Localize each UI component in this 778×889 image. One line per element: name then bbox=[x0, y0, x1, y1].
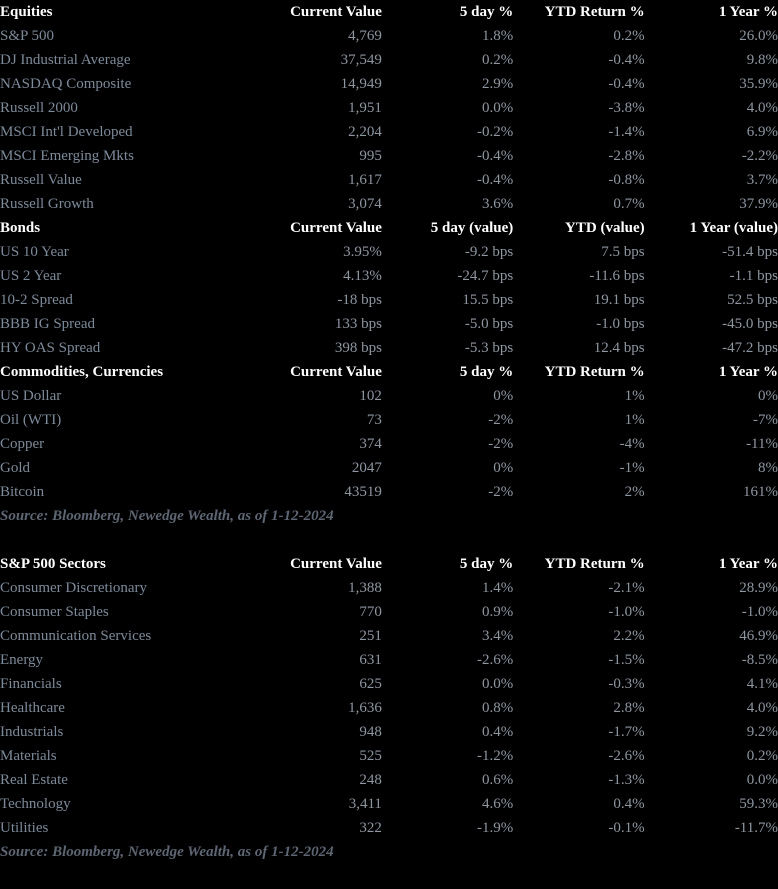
table-row bbox=[0, 312, 778, 336]
row-current-value: 248 bbox=[359, 772, 382, 788]
row-1year: 4.0% bbox=[746, 100, 778, 116]
row-label: DJ Industrial Average bbox=[0, 52, 131, 68]
row-current-value: 4.13% bbox=[343, 268, 382, 284]
source-note: Source: Bloomberg, Newedge Wealth, as of 1-12-2024 bbox=[0, 844, 334, 860]
row-label: Russell Value bbox=[0, 172, 82, 188]
row-ytd: 12.4 bps bbox=[593, 340, 645, 356]
row-label: Technology bbox=[0, 796, 71, 812]
row-ytd: -0.3% bbox=[608, 676, 645, 692]
row-current-value: 3,411 bbox=[348, 796, 382, 812]
row-label: HY OAS Spread bbox=[0, 340, 101, 356]
row-1year: -1.0% bbox=[741, 604, 778, 620]
row-label: BBB IG Spread bbox=[0, 316, 95, 332]
table-row bbox=[0, 768, 778, 792]
row-label: MSCI Int'l Developed bbox=[0, 124, 133, 140]
bonds-col-ytd: YTD (value) bbox=[565, 220, 645, 236]
row-current-value: 43519 bbox=[344, 484, 382, 500]
equities-col-ytd: YTD Return % bbox=[544, 4, 645, 20]
row-ytd: -1.0 bps bbox=[596, 316, 645, 332]
row-5day: 3.6% bbox=[482, 196, 514, 212]
row-current-value: 322 bbox=[359, 820, 382, 836]
row-5day: -5.3 bps bbox=[464, 340, 514, 356]
row-5day: 0% bbox=[493, 388, 514, 404]
row-1year: 0.2% bbox=[746, 748, 778, 764]
row-5day: 3.4% bbox=[482, 628, 514, 644]
row-5day: 0.0% bbox=[482, 100, 514, 116]
row-1year: 6.9% bbox=[746, 124, 778, 140]
row-ytd: -1% bbox=[619, 460, 645, 476]
row-current-value: -18 bps bbox=[337, 292, 382, 308]
row-1year: -11.7% bbox=[734, 820, 778, 836]
row-label: US Dollar bbox=[0, 388, 62, 404]
equities-col-5day: 5 day % bbox=[459, 4, 514, 20]
row-5day: 15.5 bps bbox=[462, 292, 514, 308]
equities-title: Equities bbox=[0, 4, 53, 20]
row-label: Industrials bbox=[0, 724, 64, 740]
row-1year: 0.0% bbox=[746, 772, 778, 788]
row-5day: -1.2% bbox=[477, 748, 514, 764]
row-current-value: 1,636 bbox=[348, 700, 382, 716]
row-current-value: 3.95% bbox=[343, 244, 382, 260]
table-row bbox=[0, 120, 778, 144]
row-1year: -8.5% bbox=[741, 652, 778, 668]
commodities-title: Commodities, Currencies bbox=[0, 364, 164, 380]
bonds-header-row bbox=[0, 216, 778, 240]
row-5day: 0.8% bbox=[482, 700, 514, 716]
row-5day: 2.9% bbox=[482, 76, 514, 92]
row-ytd: 0.2% bbox=[613, 28, 645, 44]
row-1year: 161% bbox=[743, 484, 778, 500]
row-current-value: 37,549 bbox=[340, 52, 382, 68]
row-1year: 59.3% bbox=[739, 796, 778, 812]
row-5day: -2% bbox=[488, 412, 514, 428]
row-label: NASDAQ Composite bbox=[0, 76, 132, 92]
table-row bbox=[0, 648, 778, 672]
row-current-value: 948 bbox=[359, 724, 382, 740]
table-row bbox=[0, 792, 778, 816]
equities-col-current-value: Current Value bbox=[290, 4, 382, 20]
sectors-title: S&P 500 Sectors bbox=[0, 556, 106, 572]
row-ytd: -0.4% bbox=[608, 52, 645, 68]
commodities-col-1year: 1 Year % bbox=[718, 364, 778, 380]
row-label: US 2 Year bbox=[0, 268, 62, 284]
row-ytd: 2% bbox=[624, 484, 645, 500]
row-current-value: 1,951 bbox=[348, 100, 382, 116]
row-label: Communication Services bbox=[0, 628, 152, 644]
row-1year: -45.0 bps bbox=[722, 316, 778, 332]
table-row bbox=[0, 456, 778, 480]
row-1year: -2.2% bbox=[741, 148, 778, 164]
table-row bbox=[0, 72, 778, 96]
row-label: S&P 500 bbox=[0, 28, 55, 44]
row-5day: 1.4% bbox=[482, 580, 514, 596]
table-row bbox=[0, 192, 778, 216]
row-1year: 28.9% bbox=[739, 580, 778, 596]
row-1year: 26.0% bbox=[739, 28, 778, 44]
bonds-col-current-value: Current Value bbox=[290, 220, 382, 236]
row-label: Energy bbox=[0, 652, 44, 668]
table-row bbox=[0, 240, 778, 264]
row-current-value: 1,617 bbox=[348, 172, 382, 188]
row-label: MSCI Emerging Mkts bbox=[0, 148, 134, 164]
sectors-col-current-value: Current Value bbox=[290, 556, 382, 572]
row-ytd: 0.4% bbox=[613, 796, 645, 812]
row-1year: 8% bbox=[758, 460, 778, 476]
row-label: Financials bbox=[0, 676, 62, 692]
row-current-value: 525 bbox=[359, 748, 382, 764]
row-5day: 0.0% bbox=[482, 676, 514, 692]
row-current-value: 14,949 bbox=[340, 76, 382, 92]
commodities-col-current-value: Current Value bbox=[290, 364, 382, 380]
row-5day: -0.2% bbox=[477, 124, 514, 140]
row-ytd: 0.7% bbox=[613, 196, 645, 212]
table-row bbox=[0, 720, 778, 744]
sectors-col-5day: 5 day % bbox=[459, 556, 514, 572]
section-gap bbox=[0, 528, 778, 552]
row-ytd: -11.6 bps bbox=[589, 268, 645, 284]
row-5day: -2% bbox=[488, 436, 514, 452]
table-row bbox=[0, 624, 778, 648]
row-current-value: 102 bbox=[359, 388, 382, 404]
row-label: US 10 Year bbox=[0, 244, 69, 260]
row-ytd: -1.4% bbox=[608, 124, 645, 140]
table-row bbox=[0, 384, 778, 408]
table-row bbox=[0, 432, 778, 456]
row-1year: 35.9% bbox=[739, 76, 778, 92]
row-ytd: 1% bbox=[624, 388, 645, 404]
table-row bbox=[0, 48, 778, 72]
row-label: Russell Growth bbox=[0, 196, 94, 212]
commodities-col-5day: 5 day % bbox=[459, 364, 514, 380]
row-5day: 4.6% bbox=[482, 796, 514, 812]
table-row bbox=[0, 600, 778, 624]
row-current-value: 398 bps bbox=[334, 340, 382, 356]
sectors-header-row bbox=[0, 552, 778, 576]
table-row bbox=[0, 744, 778, 768]
row-1year: 37.9% bbox=[739, 196, 778, 212]
row-current-value: 770 bbox=[359, 604, 382, 620]
table-row bbox=[0, 144, 778, 168]
row-ytd: -2.8% bbox=[608, 148, 645, 164]
row-5day: -24.7 bps bbox=[457, 268, 514, 284]
row-label: Bitcoin bbox=[0, 484, 45, 500]
row-ytd: -4% bbox=[619, 436, 645, 452]
table-row bbox=[0, 816, 778, 840]
row-current-value: 625 bbox=[359, 676, 382, 692]
row-5day: 0.2% bbox=[482, 52, 514, 68]
table-row bbox=[0, 168, 778, 192]
row-ytd: -1.7% bbox=[608, 724, 645, 740]
row-1year: 46.9% bbox=[739, 628, 778, 644]
row-5day: -1.9% bbox=[477, 820, 514, 836]
table-row bbox=[0, 24, 778, 48]
bonds-col-1year: 1 Year (value) bbox=[689, 220, 778, 236]
row-1year: 9.8% bbox=[746, 52, 778, 68]
row-5day: 0.4% bbox=[482, 724, 514, 740]
bonds-col-5day: 5 day (value) bbox=[430, 220, 514, 236]
table-row bbox=[0, 288, 778, 312]
commodities-source-row bbox=[0, 504, 778, 528]
commodities-col-ytd: YTD Return % bbox=[544, 364, 645, 380]
sectors-source-row bbox=[0, 840, 778, 864]
row-current-value: 2047 bbox=[351, 460, 382, 476]
row-1year: 4.1% bbox=[746, 676, 778, 692]
row-current-value: 374 bbox=[359, 436, 382, 452]
row-5day: 0.9% bbox=[482, 604, 514, 620]
row-1year: 3.7% bbox=[746, 172, 778, 188]
row-label: Gold bbox=[0, 460, 30, 476]
row-1year: 0% bbox=[758, 388, 778, 404]
sectors-col-1year: 1 Year % bbox=[718, 556, 778, 572]
row-1year: -11% bbox=[746, 436, 778, 452]
row-current-value: 3,074 bbox=[348, 196, 382, 212]
row-current-value: 1,388 bbox=[348, 580, 382, 596]
row-1year: -7% bbox=[753, 412, 778, 428]
row-current-value: 995 bbox=[359, 148, 382, 164]
table-row bbox=[0, 576, 778, 600]
row-label: Utilities bbox=[0, 820, 49, 836]
row-5day: 0% bbox=[493, 460, 514, 476]
row-label: Real Estate bbox=[0, 772, 68, 788]
row-ytd: -0.1% bbox=[608, 820, 645, 836]
row-1year: 9.2% bbox=[746, 724, 778, 740]
row-ytd: -0.4% bbox=[608, 76, 645, 92]
row-current-value: 631 bbox=[359, 652, 382, 668]
commodities-header-row bbox=[0, 360, 778, 384]
row-ytd: -2.6% bbox=[608, 748, 645, 764]
row-ytd: -1.5% bbox=[608, 652, 645, 668]
row-5day: 0.6% bbox=[482, 772, 514, 788]
bonds-title: Bonds bbox=[0, 220, 41, 236]
table-row bbox=[0, 696, 778, 720]
row-5day: -2.6% bbox=[477, 652, 514, 668]
row-5day: 1.8% bbox=[482, 28, 514, 44]
row-current-value: 133 bps bbox=[334, 316, 382, 332]
row-1year: -47.2 bps bbox=[722, 340, 778, 356]
row-label: Healthcare bbox=[0, 700, 65, 716]
row-5day: -9.2 bps bbox=[464, 244, 514, 260]
table-row bbox=[0, 672, 778, 696]
table-row bbox=[0, 96, 778, 120]
row-label: 10-2 Spread bbox=[0, 292, 73, 308]
table-row bbox=[0, 264, 778, 288]
row-ytd: 2.8% bbox=[613, 700, 645, 716]
row-ytd: -1.0% bbox=[608, 604, 645, 620]
row-label: Consumer Staples bbox=[0, 604, 109, 620]
row-5day: -2% bbox=[488, 484, 514, 500]
row-1year: -1.1 bps bbox=[729, 268, 778, 284]
row-current-value: 4,769 bbox=[348, 28, 382, 44]
table-row bbox=[0, 408, 778, 432]
row-current-value: 251 bbox=[359, 628, 382, 644]
sectors-col-ytd: YTD Return % bbox=[544, 556, 645, 572]
equities-header-row bbox=[0, 0, 778, 24]
table-row bbox=[0, 336, 778, 360]
table-row bbox=[0, 480, 778, 504]
row-label: Russell 2000 bbox=[0, 100, 78, 116]
row-label: Copper bbox=[0, 436, 45, 452]
row-ytd: -0.8% bbox=[608, 172, 645, 188]
row-1year: -51.4 bps bbox=[722, 244, 778, 260]
equities-col-1year: 1 Year % bbox=[718, 4, 778, 20]
row-current-value: 2,204 bbox=[348, 124, 382, 140]
row-ytd: 7.5 bps bbox=[601, 244, 645, 260]
row-5day: -5.0 bps bbox=[464, 316, 514, 332]
row-ytd: 2.2% bbox=[613, 628, 645, 644]
row-label: Consumer Discretionary bbox=[0, 580, 148, 596]
row-1year: 4.0% bbox=[746, 700, 778, 716]
row-ytd: 19.1 bps bbox=[593, 292, 645, 308]
row-label: Oil (WTI) bbox=[0, 412, 62, 428]
row-ytd: -2.1% bbox=[608, 580, 645, 596]
source-note: Source: Bloomberg, Newedge Wealth, as of 1-12-2024 bbox=[0, 508, 334, 524]
row-5day: -0.4% bbox=[477, 172, 514, 188]
row-1year: 52.5 bps bbox=[727, 292, 778, 308]
row-current-value: 73 bbox=[366, 412, 382, 428]
row-label: Materials bbox=[0, 748, 57, 764]
row-ytd: 1% bbox=[624, 412, 645, 428]
row-ytd: -1.3% bbox=[608, 772, 645, 788]
row-ytd: -3.8% bbox=[608, 100, 645, 116]
row-5day: -0.4% bbox=[477, 148, 514, 164]
